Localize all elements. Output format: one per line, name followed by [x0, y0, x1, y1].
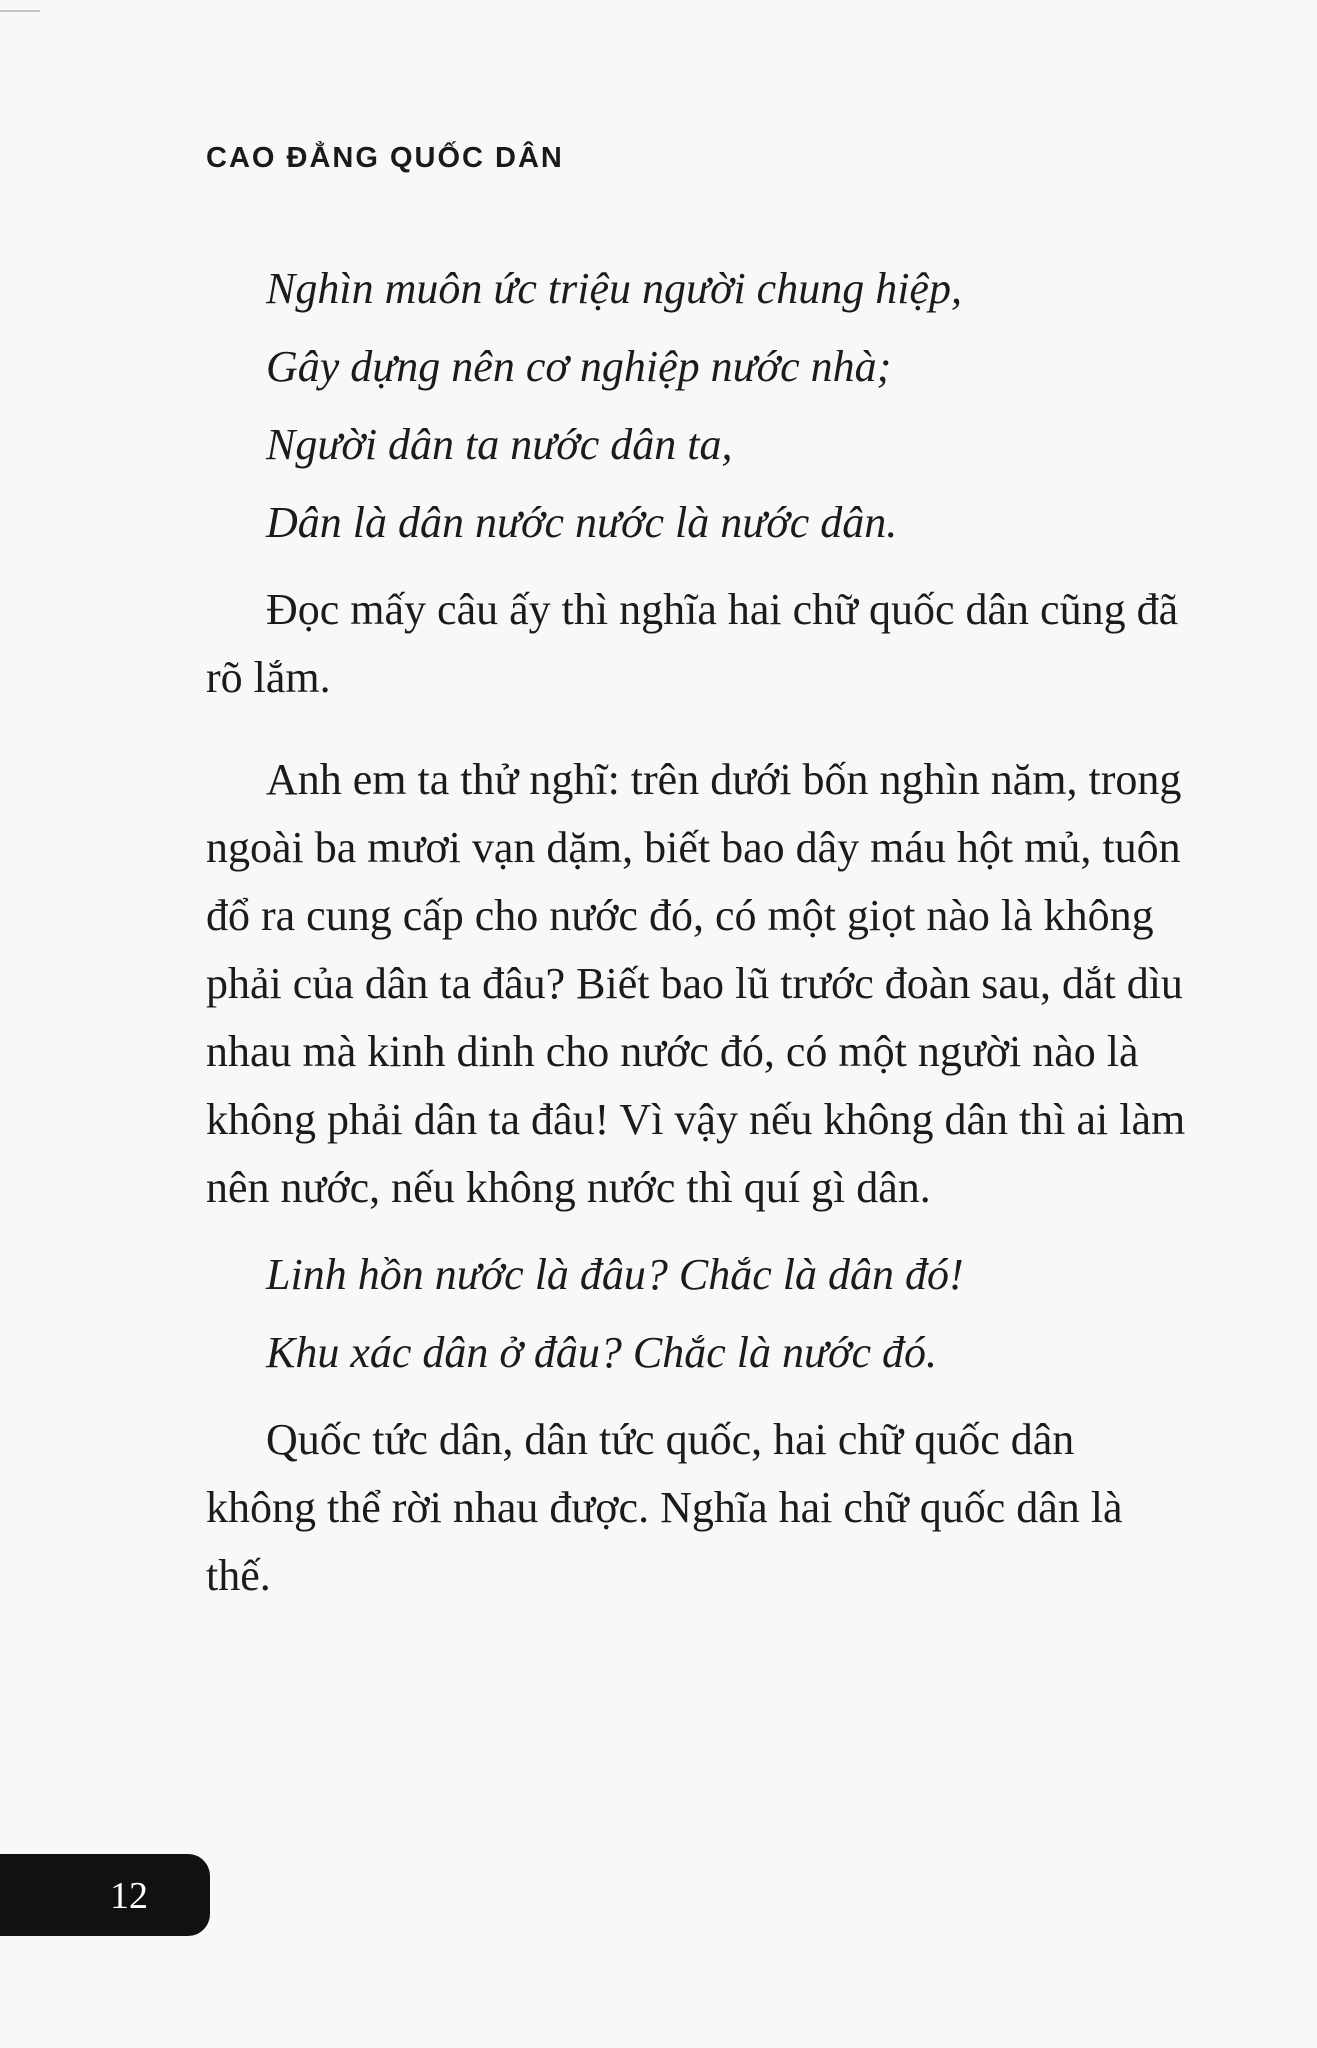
verse-line: Nghìn muôn ức triệu người chung hiệp, — [266, 264, 962, 313]
paragraph-3: Quốc tức dân, dân tức quốc, hai chữ quốc dân không thể rời nhau được. Nghĩa hai chữ quốc dân là thế. — [206, 1415, 1123, 1600]
page-number: 12 — [110, 1875, 148, 1917]
verse-block-2 — [266, 1236, 1186, 1392]
verse-line: Khu xác dân ở đâu? Chắc là nước đó. — [266, 1328, 937, 1377]
paragraph-1: Đọc mấy câu ấy thì nghĩa hai chữ quốc dân cũng đã rõ lắm. — [206, 585, 1179, 702]
page-number-tab — [0, 1854, 210, 1936]
paragraph-2: Anh em ta thử nghĩ: trên dưới bốn nghìn năm, trong ngoài ba mươi vạn dặm, biết bao dây máu hột mủ, tuôn đổ ra cung cấp cho nước đó, có một giọt nào là không phải của dân ta đâu? Biết bao lũ trước đoàn sau, dắt dìu nhau mà kinh dinh cho nước đó, có một người nào là không phải dân ta đâu! Vì vậy nếu không dân thì ai làm nên nước, nếu không nước thì quí gì dân. — [206, 755, 1186, 1212]
verse-line: Dân là dân nước nước là nước dân. — [266, 498, 898, 547]
top-edge-line — [0, 10, 40, 12]
body-text — [206, 250, 1186, 1610]
verse-block-1 — [266, 250, 1186, 562]
verse-line: Linh hồn nước là đâu? Chắc là dân đó! — [266, 1250, 964, 1299]
verse-line: Gây dựng nên cơ nghiệp nước nhà; — [266, 342, 892, 391]
running-head: CAO ĐẲNG QUỐC DÂN — [206, 142, 564, 174]
verse-line: Người dân ta nước dân ta, — [266, 420, 733, 469]
